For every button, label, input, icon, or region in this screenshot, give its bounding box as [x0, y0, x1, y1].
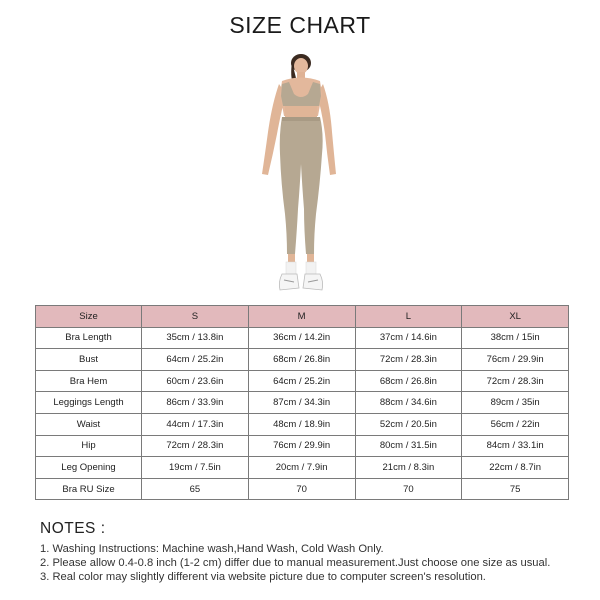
notes-section — [40, 520, 590, 584]
table-cell: 68cm / 26.8in — [355, 370, 462, 392]
table-cell: 72cm / 28.3in — [355, 349, 462, 371]
table-cell: 48cm / 18.9in — [248, 413, 355, 435]
header-xl: XL — [462, 306, 569, 328]
row-label: Leg Opening — [36, 457, 142, 479]
table-cell: 44cm / 17.3in — [142, 413, 249, 435]
table-cell: 76cm / 29.9in — [462, 349, 569, 371]
table-cell: 86cm / 33.9in — [142, 392, 249, 414]
row-label: Leggings Length — [36, 392, 142, 414]
table-cell: 56cm / 22in — [462, 413, 569, 435]
row-label: Bra RU Size — [36, 478, 142, 500]
table-row — [36, 457, 569, 479]
table-cell: 65 — [142, 478, 249, 500]
header-s: S — [142, 306, 249, 328]
table-row — [36, 349, 569, 371]
table-row — [36, 370, 569, 392]
table-cell: 36cm / 14.2in — [248, 327, 355, 349]
row-label: Bra Hem — [36, 370, 142, 392]
table-cell: 38cm / 15in — [462, 327, 569, 349]
row-label: Hip — [36, 435, 142, 457]
notes-title: NOTES : — [40, 520, 106, 537]
table-cell: 70 — [355, 478, 462, 500]
table-cell: 64cm / 25.2in — [142, 349, 249, 371]
table-cell: 19cm / 7.5in — [142, 457, 249, 479]
table-cell: 35cm / 13.8in — [142, 327, 249, 349]
table-cell: 87cm / 34.3in — [248, 392, 355, 414]
table-cell: 80cm / 31.5in — [355, 435, 462, 457]
table-cell: 37cm / 14.6in — [355, 327, 462, 349]
table-row — [36, 392, 569, 414]
table-cell: 76cm / 29.9in — [248, 435, 355, 457]
product-model-image — [232, 54, 368, 304]
note-item: 3. Real color may slightly different via website picture due to computer screen's resolution. — [40, 571, 486, 583]
table-cell: 72cm / 28.3in — [142, 435, 249, 457]
note-item: 2. Please allow 0.4-0.8 inch (1-2 cm) differ due to manual measurement.Just choose one size as usual. — [40, 557, 551, 569]
note-item: 1. Washing Instructions: Machine wash,Hand Wash, Cold Wash Only. — [40, 543, 384, 555]
row-label: Waist — [36, 413, 142, 435]
table-cell: 68cm / 26.8in — [248, 349, 355, 371]
table-cell: 72cm / 28.3in — [462, 370, 569, 392]
row-label: Bra Length — [36, 327, 142, 349]
table-cell: 20cm / 7.9in — [248, 457, 355, 479]
row-label: Bust — [36, 349, 142, 371]
table-row — [36, 435, 569, 457]
header-size: Size — [36, 306, 142, 328]
page-title: SIZE CHART — [229, 12, 371, 38]
table-cell: 84cm / 33.1in — [462, 435, 569, 457]
size-chart-table — [35, 305, 569, 500]
table-cell: 70 — [248, 478, 355, 500]
table-row — [36, 478, 569, 500]
table-cell: 64cm / 25.2in — [248, 370, 355, 392]
table-cell: 88cm / 34.6in — [355, 392, 462, 414]
table-cell: 22cm / 8.7in — [462, 457, 569, 479]
table-cell: 21cm / 8.3in — [355, 457, 462, 479]
table-header-row — [36, 306, 569, 328]
table-cell: 75 — [462, 478, 569, 500]
header-l: L — [355, 306, 462, 328]
table-cell: 60cm / 23.6in — [142, 370, 249, 392]
header-m: M — [248, 306, 355, 328]
table-cell: 52cm / 20.5in — [355, 413, 462, 435]
table-row — [36, 327, 569, 349]
table-row — [36, 413, 569, 435]
table-cell: 89cm / 35in — [462, 392, 569, 414]
